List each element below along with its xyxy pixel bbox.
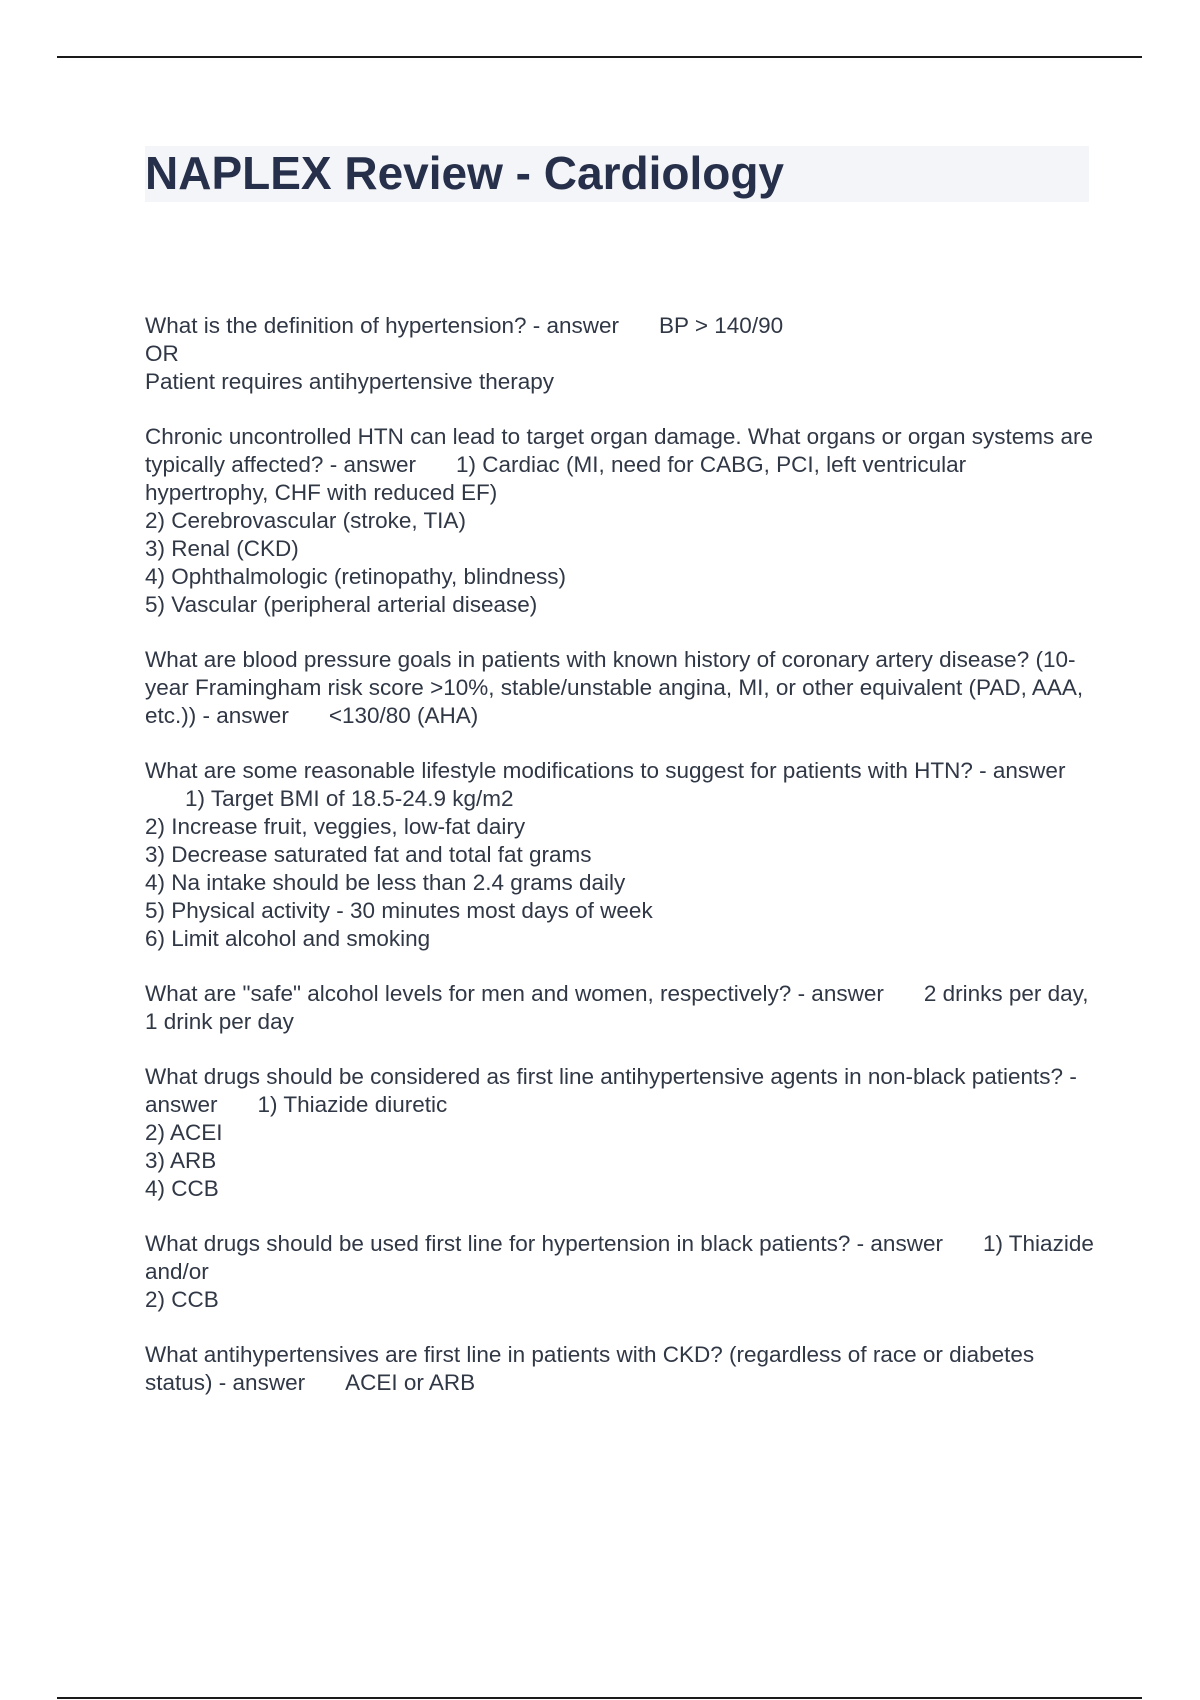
- qa-card: [145, 1341, 1095, 1397]
- qa-question-line: [145, 1230, 1095, 1258]
- answer-text: 2 drinks per day, 1 drink per day: [145, 981, 1089, 1034]
- qa-question-line: [145, 423, 1095, 507]
- answer-text: 1) Cardiac (MI, need for CABG, PCI, left ventricular hypertrophy, CHF with reduced EF): [145, 452, 967, 505]
- answer-line: 5) Vascular (peripheral arterial disease): [145, 592, 538, 617]
- question-text: What are some reasonable lifestyle modifications to suggest for patients with HTN?: [145, 758, 973, 783]
- answer-line: 3) Decrease saturated fat and total fat grams: [145, 842, 592, 867]
- answer-line: 5) Physical activity - 30 minutes most days of week: [145, 898, 653, 923]
- answer-separator: - answer: [979, 758, 1066, 783]
- qa-question-line: [145, 312, 1095, 340]
- qa-card: [145, 757, 1095, 953]
- answer-text: BP > 140/90: [659, 313, 784, 338]
- qa-card: [145, 980, 1095, 1036]
- top-rule: [57, 56, 1142, 58]
- answer-line: 4) CCB: [145, 1176, 219, 1201]
- qa-card: [145, 1230, 1095, 1314]
- answer-line: 2) ACEI: [145, 1120, 223, 1145]
- answer-line: 6) Limit alcohol and smoking: [145, 926, 431, 951]
- answer-line: 4) Na intake should be less than 2.4 grams daily: [145, 870, 626, 895]
- answer-separator: - answer: [856, 1231, 943, 1256]
- answer-line: Patient requires antihypertensive therapy: [145, 369, 554, 394]
- answer-separator: - answer: [329, 452, 416, 477]
- answer-line: 4) Ophthalmologic (retinopathy, blindness): [145, 564, 567, 589]
- qa-question-line: [145, 757, 1095, 813]
- qa-card: [145, 1063, 1095, 1203]
- answer-text: 1) Target BMI of 18.5-24.9 kg/m2: [185, 786, 514, 811]
- answer-separator: - answer: [218, 1370, 306, 1395]
- answer-line: 3) Renal (CKD): [145, 536, 299, 561]
- answer-line: 2) Increase fruit, veggies, low-fat dairy: [145, 814, 526, 839]
- answer-text: 1) Thiazide: [982, 1231, 1094, 1256]
- answer-line: OR: [145, 341, 179, 366]
- question-text: What drugs should be considered as first line antihypertensive agents in non-black patients?: [145, 1064, 1064, 1089]
- answer-separator: - answer: [202, 703, 289, 728]
- qa-question-line: [145, 1063, 1095, 1119]
- answer-separator: - answer: [797, 981, 884, 1006]
- question-text: What drugs should be used first line for hypertension in black patients?: [145, 1231, 851, 1256]
- qa-question-line: [145, 980, 1095, 1036]
- answer-text: 1) Thiazide diuretic: [257, 1092, 448, 1117]
- qa-list: [145, 312, 1095, 1424]
- answer-line: 3) ARB: [145, 1148, 217, 1173]
- answer-separator: - answer: [532, 313, 620, 338]
- answer-text: ACEI or ARB: [345, 1370, 476, 1395]
- answer-line: 2) Cerebrovascular (stroke, TIA): [145, 508, 466, 533]
- qa-card: [145, 312, 1095, 396]
- answer-separator: - answer: [145, 1064, 1077, 1117]
- qa-question-line: [145, 1341, 1095, 1397]
- qa-card: [145, 646, 1095, 730]
- qa-card: [145, 423, 1095, 619]
- qa-question-line: [145, 646, 1095, 730]
- bottom-rule: [57, 1697, 1142, 1699]
- question-text: Chronic uncontrolled HTN can lead to target organ damage. What organs or organ systems are typically affected?: [145, 424, 1093, 477]
- question-text: What are "safe" alcohol levels for men and women, respectively?: [145, 981, 792, 1006]
- question-text: What is the definition of hypertension?: [145, 313, 527, 338]
- answer-line: 2) CCB: [145, 1287, 219, 1312]
- question-text: What are blood pressure goals in patients with known history of coronary artery disease? (10-year Framingham risk score >10%, stable/unstable angina, MI, or other equivalent (PAD, AAA, etc.)): [145, 647, 1084, 728]
- answer-text: <130/80 (AHA): [328, 703, 479, 728]
- page-title: NAPLEX Review - Cardiology: [145, 147, 785, 199]
- answer-line: and/or: [145, 1259, 209, 1284]
- question-text: What antihypertensives are first line in patients with CKD? (regardless of race or diabetes status): [145, 1342, 1035, 1395]
